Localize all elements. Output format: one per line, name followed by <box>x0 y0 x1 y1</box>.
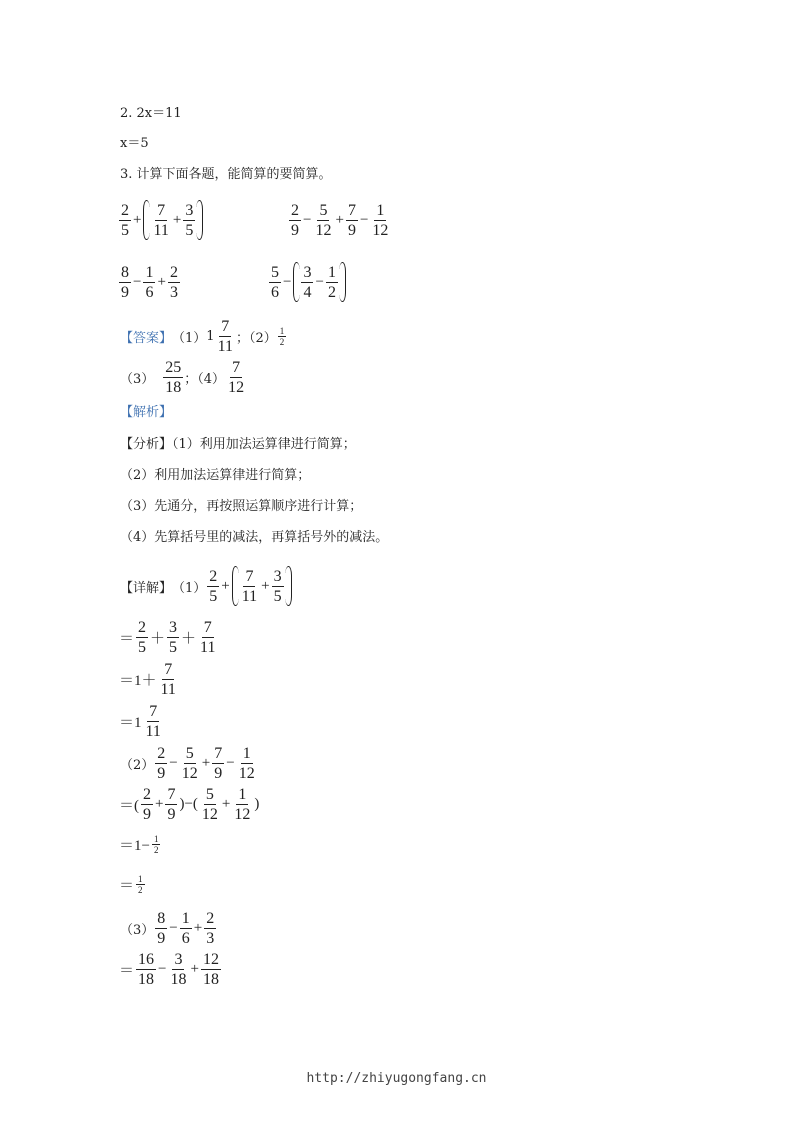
numerator: 16 <box>138 951 155 968</box>
numerator: 1 <box>376 202 385 219</box>
numerator: 1 <box>145 264 154 281</box>
operator: − <box>226 755 235 771</box>
numerator: 2 <box>121 201 129 219</box>
operator: ＝1− <box>119 838 150 854</box>
operator: + <box>193 920 203 936</box>
fraction <box>141 785 153 824</box>
denominator: 6 <box>181 930 190 947</box>
parenthesis-group <box>143 200 203 240</box>
separator: ；（2） <box>235 331 277 346</box>
text-span: （1）利用加法运算律进行简算； <box>172 437 356 452</box>
operator: + <box>201 755 211 771</box>
fraction <box>201 950 221 989</box>
fraction <box>272 567 284 606</box>
operator: − <box>158 961 167 977</box>
fraction <box>136 950 156 989</box>
operator: ＝ <box>119 631 135 647</box>
denominator: 12 <box>201 806 218 823</box>
operator: ＝( <box>119 798 139 814</box>
denominator: 5 <box>138 639 147 656</box>
left-paren <box>293 262 300 302</box>
fraction <box>167 618 179 657</box>
operator: − <box>169 755 178 771</box>
fraction <box>313 201 333 240</box>
operator: + <box>155 796 164 812</box>
fraction <box>370 201 390 240</box>
operator: + <box>190 961 199 977</box>
denominator: 9 <box>157 930 166 947</box>
fraction <box>326 263 338 302</box>
operator: + <box>261 577 270 594</box>
denominator: 11 <box>217 338 233 355</box>
fraction <box>136 874 145 895</box>
fraction <box>136 618 148 657</box>
detail-step-2-row-1 <box>118 785 260 824</box>
numerator: 12 <box>202 951 219 968</box>
denominator: 11 <box>241 587 258 605</box>
fraction <box>240 567 259 606</box>
analysis-line-1 <box>120 437 356 453</box>
denominator: 9 <box>157 765 166 782</box>
fraction <box>198 618 217 657</box>
fraction <box>151 201 170 240</box>
denominator: 9 <box>143 806 151 823</box>
denominator: 3 <box>206 930 215 947</box>
detail-step-1-row-1 <box>118 618 218 657</box>
numerator: 2 <box>209 567 218 585</box>
numerator: 2 <box>169 264 178 281</box>
numerator: 5 <box>271 263 279 281</box>
fraction <box>180 744 200 783</box>
denominator: 12 <box>228 379 245 396</box>
numerator: 7 <box>203 619 212 636</box>
fraction <box>301 263 313 302</box>
denominator: 12 <box>372 222 389 239</box>
denominator: 12 <box>181 765 198 782</box>
denominator: 5 <box>273 587 282 605</box>
detail-step-3-row-1 <box>118 950 222 989</box>
fraction <box>289 201 301 240</box>
fraction <box>216 317 235 356</box>
fraction <box>119 263 131 302</box>
parenthesis-group <box>293 262 345 302</box>
denominator: 9 <box>167 806 176 823</box>
analysis-line-3: （3）先通分，再按照运算顺序进行计算； <box>120 499 363 514</box>
fraction <box>144 702 163 741</box>
denominator: 18 <box>165 379 182 396</box>
fraction <box>237 744 257 783</box>
numerator: 2 <box>291 202 299 219</box>
left-paren <box>143 200 150 240</box>
numerator: 2 <box>138 619 147 636</box>
numerator: 8 <box>157 910 166 927</box>
numerator: 2 <box>157 745 166 762</box>
operator: − <box>359 212 369 228</box>
operator: ＋ <box>150 631 166 647</box>
operator: )−( <box>179 796 198 812</box>
numerator: 7 <box>164 661 173 678</box>
denominator: 12 <box>234 806 251 823</box>
numerator: 7 <box>149 703 158 720</box>
fraction <box>232 785 252 824</box>
operator: + <box>157 274 166 290</box>
fraction <box>119 201 131 240</box>
denominator: 12 <box>315 222 332 239</box>
numerator: 1 <box>138 874 143 884</box>
fraction <box>207 567 219 606</box>
denominator: 2 <box>153 845 159 855</box>
numerator: 7 <box>167 786 176 803</box>
numerator: 1 <box>242 745 251 762</box>
denominator: 18 <box>202 971 219 988</box>
operator: − <box>303 212 312 228</box>
answer-line-1 <box>120 317 287 356</box>
numerator: 1 <box>279 326 285 336</box>
operator: + <box>221 796 231 812</box>
fraction <box>183 201 195 240</box>
denominator: 5 <box>121 221 129 239</box>
numerator: 7 <box>347 202 356 219</box>
left-paren <box>232 566 239 606</box>
detail-step-1-row-3 <box>118 702 164 741</box>
detail-step-2-row-2 <box>118 834 161 855</box>
numerator: 2 <box>206 910 215 927</box>
detail-step-2 <box>120 744 258 783</box>
fraction <box>155 909 167 948</box>
numerator: 2 <box>143 786 151 803</box>
analysis-line-2: （2）利用加法运算律进行简算； <box>120 468 311 483</box>
question-title: 3. 计算下面各题，能简算的要简算。 <box>120 167 332 182</box>
problem-2 <box>288 201 391 240</box>
numerator: 5 <box>185 745 194 762</box>
denominator: 11 <box>160 681 176 698</box>
denominator: 2 <box>327 283 336 301</box>
denominator: 11 <box>145 723 161 740</box>
operator: ) <box>254 796 260 812</box>
parenthesis-group <box>232 566 292 606</box>
fraction <box>212 744 224 783</box>
fraction <box>200 785 220 824</box>
fenxi-tag: 【分析】 <box>120 437 173 452</box>
denominator: 9 <box>214 765 223 782</box>
numerator: 7 <box>245 567 254 585</box>
separator: ；（4） <box>184 372 226 387</box>
fraction <box>143 263 155 302</box>
fraction <box>168 950 188 989</box>
numerator: 5 <box>205 786 214 803</box>
answer-line-2 <box>120 358 247 397</box>
denominator: 5 <box>169 639 178 656</box>
fraction <box>180 909 192 948</box>
item-index: （1） <box>172 331 207 346</box>
denominator: 11 <box>200 639 216 656</box>
numerator: 1 <box>327 263 336 281</box>
fraction <box>152 834 161 855</box>
operator: − <box>169 920 178 936</box>
solution-line: x＝5 <box>120 136 149 151</box>
denominator: 5 <box>209 587 218 605</box>
numerator: 3 <box>169 619 178 636</box>
fraction <box>163 358 183 397</box>
fraction <box>168 263 180 302</box>
numerator: 7 <box>214 745 223 762</box>
right-paren <box>285 566 292 606</box>
operator: + <box>133 211 142 228</box>
numerator: 5 <box>319 202 328 219</box>
detail-step-1 <box>120 566 293 606</box>
fraction <box>165 785 177 824</box>
numerator: 3 <box>303 263 312 281</box>
operator: − <box>133 274 142 290</box>
numerator: 25 <box>165 359 182 376</box>
detail-step-1-row-2 <box>118 660 179 699</box>
numerator: 8 <box>121 264 129 281</box>
fraction <box>278 326 287 347</box>
denominator: 9 <box>291 222 299 239</box>
fraction <box>204 909 216 948</box>
operator: − <box>315 273 324 290</box>
fraction <box>159 660 178 699</box>
detail-step-2-row-3 <box>118 874 146 895</box>
numerator: 7 <box>221 318 230 335</box>
equation-line: 2. 2x＝11 <box>120 106 182 121</box>
item-index: （3） <box>120 923 155 938</box>
footer-url: http://zhiyugongfang.cn <box>306 1071 487 1086</box>
numerator: 3 <box>185 201 194 219</box>
operator: ＋ <box>181 631 197 647</box>
item-index: （3） <box>120 372 155 387</box>
numerator: 1 <box>238 786 247 803</box>
right-paren <box>196 200 203 240</box>
denominator: 4 <box>303 283 312 301</box>
problem-3 <box>118 263 181 302</box>
numerator: 7 <box>232 359 241 376</box>
denominator: 6 <box>271 283 279 301</box>
denominator: 12 <box>238 765 255 782</box>
operator: + <box>221 577 230 594</box>
item-index: （1） <box>172 580 207 596</box>
operator: ＝ <box>119 878 135 894</box>
fraction <box>226 358 246 397</box>
denominator: 9 <box>121 284 129 301</box>
denominator: 9 <box>347 222 356 239</box>
denominator: 5 <box>185 221 194 239</box>
item-index: （2） <box>120 758 155 773</box>
problem-4 <box>268 262 347 302</box>
denominator: 6 <box>145 284 154 301</box>
mixed-whole: 1 <box>206 329 215 344</box>
fraction <box>269 263 281 302</box>
denominator: 11 <box>153 221 169 239</box>
fraction <box>155 744 167 783</box>
operator: − <box>283 273 292 290</box>
detail-step-3 <box>120 909 217 948</box>
numerator: 1 <box>181 910 190 927</box>
operator: ＝ <box>119 963 135 979</box>
fraction <box>346 201 358 240</box>
operator: + <box>335 212 344 228</box>
numerator: 3 <box>273 567 282 585</box>
analysis-line-4: （4）先算括号里的减法，再算括号外的减法。 <box>120 530 389 545</box>
denominator: 2 <box>138 885 143 895</box>
detail-tag: 【详解】 <box>120 580 173 596</box>
analysis-tag: 【解析】 <box>120 405 173 420</box>
denominator: 3 <box>169 284 178 301</box>
numerator: 7 <box>157 201 166 219</box>
operator: + <box>172 211 182 228</box>
operator: ＝1 <box>119 715 142 731</box>
operator: ＝1＋ <box>119 673 157 689</box>
numerator: 3 <box>174 951 183 968</box>
denominator: 2 <box>279 337 285 347</box>
denominator: 18 <box>170 971 187 988</box>
right-paren <box>339 262 346 302</box>
problem-1 <box>118 200 204 240</box>
denominator: 18 <box>138 971 155 988</box>
numerator: 1 <box>153 834 159 844</box>
answer-tag: 【答案】 <box>120 331 173 346</box>
